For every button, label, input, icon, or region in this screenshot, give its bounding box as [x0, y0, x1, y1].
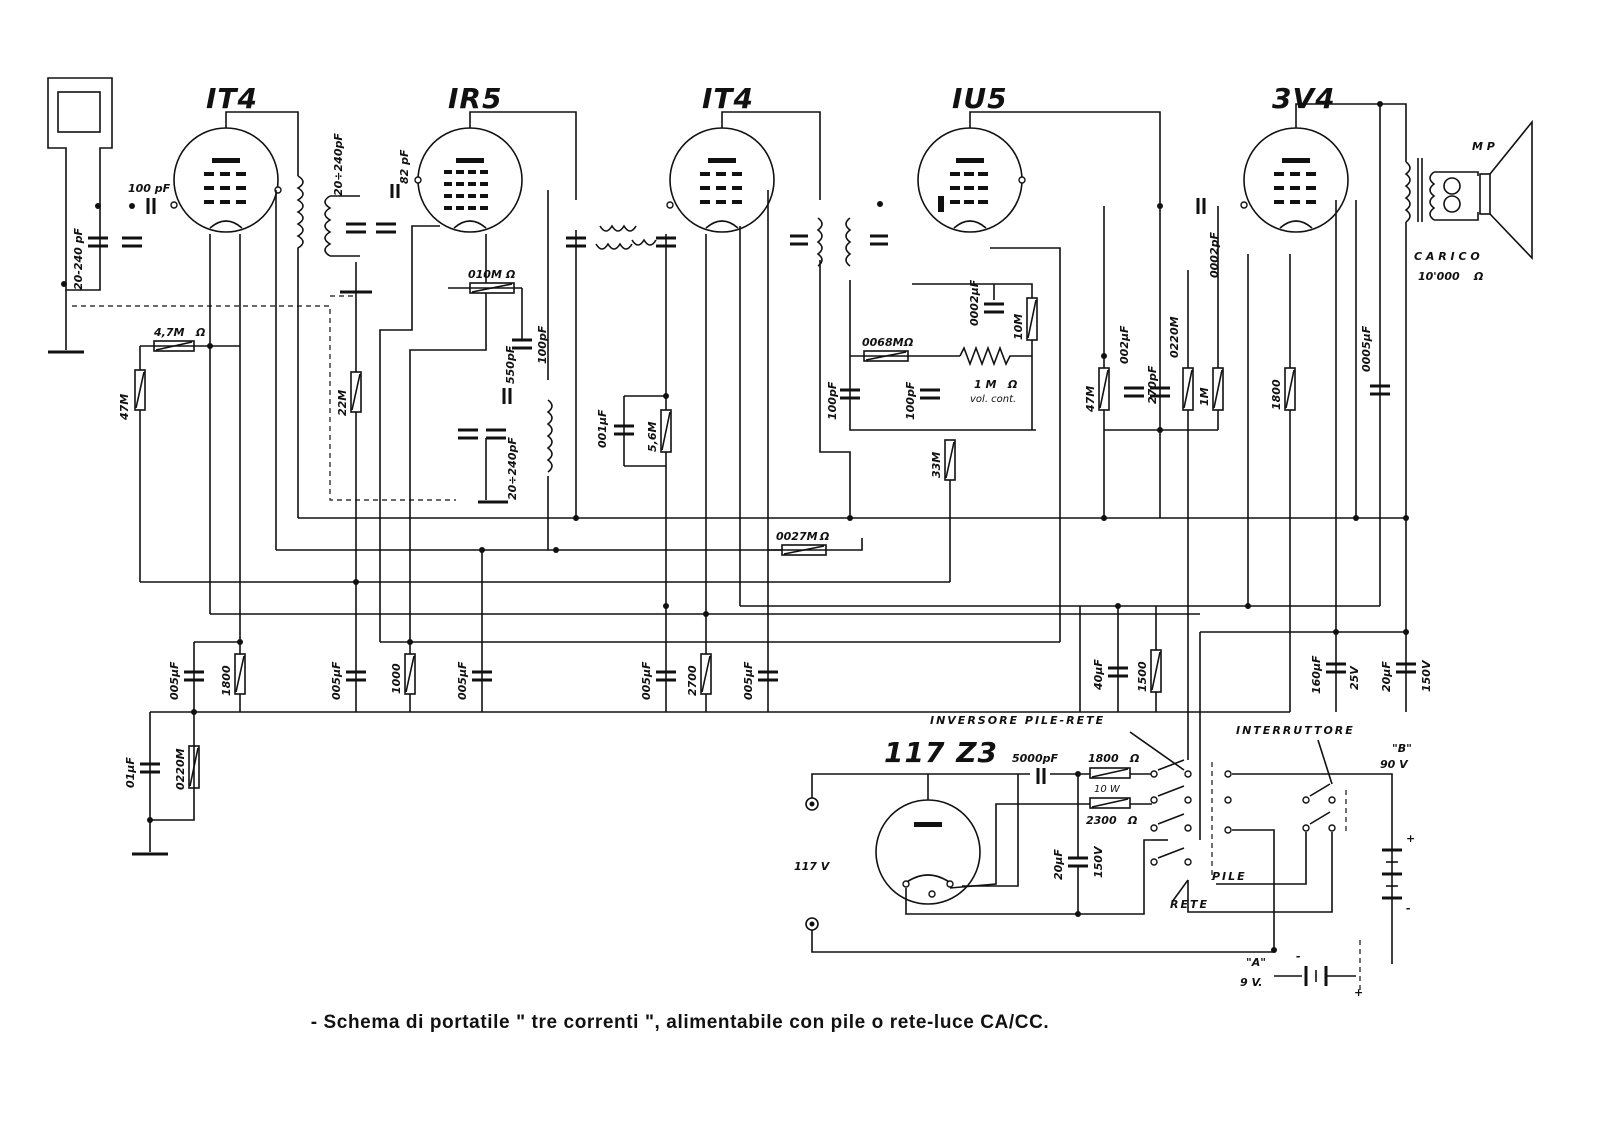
- label-r-0220m-b: 0220M: [174, 748, 187, 790]
- svg-text:+: +: [1354, 986, 1364, 999]
- res-0220m: [1183, 368, 1193, 410]
- cap-002uf: [1124, 388, 1144, 396]
- cap-0002pf-coupling: [1198, 198, 1204, 214]
- tube-117Z3-rectifier: [876, 774, 980, 904]
- label-c-005-5: 005µF: [742, 661, 755, 700]
- label-c-82pf: 82 pF: [398, 149, 411, 184]
- rete-label: RETE: [1170, 898, 1210, 911]
- pile-label: PILE: [1212, 870, 1247, 883]
- junction-dots: [61, 101, 1409, 953]
- cap-20uf-rect: [1068, 858, 1088, 866]
- label-pot-vol: vol. cont.: [970, 394, 1017, 405]
- label-c-5000pf: 5000pF: [1012, 752, 1059, 765]
- label-r-1800-a: 1800: [1270, 379, 1283, 410]
- label-v-25: 25V: [1348, 666, 1361, 690]
- label-c-002: 002µF: [1118, 325, 1131, 364]
- loop-antenna: [48, 78, 112, 352]
- cap-100pf-det-b: [920, 390, 940, 398]
- label-r-1800-c: 1800: [1088, 752, 1119, 765]
- label-r-10m: 10M: [1012, 313, 1025, 340]
- resistors: [132, 283, 1295, 854]
- rectifier-label: 117 Z3: [884, 736, 998, 769]
- capacitors: [88, 184, 1416, 866]
- coil-if-transformer-1: [596, 226, 656, 249]
- svg-text:Ω: Ω: [1128, 814, 1138, 827]
- label-c-550pf: 550pF: [504, 345, 517, 384]
- label-r-2300: 2300: [1086, 814, 1117, 827]
- label-c-270: 270pF: [1146, 365, 1159, 404]
- plate-wiring: [226, 104, 1406, 300]
- label-r-0027m: 0027M: [776, 530, 818, 543]
- inversore-label: INVERSORE PILE-RETE: [930, 714, 1106, 727]
- cap-if2-secondary: [870, 236, 888, 244]
- label-c-20-b: 20µF: [1052, 849, 1065, 880]
- svg-text:+: +: [1406, 832, 1416, 845]
- tube-2-label: IR5: [448, 82, 503, 115]
- res-56m: [661, 410, 671, 452]
- res-22m: [351, 372, 361, 412]
- label-r-33m: 33M: [930, 451, 943, 478]
- label-c-100pf-4: 100pF: [904, 381, 917, 420]
- switch-labels: [930, 714, 1412, 989]
- coil-antenna-transformer: [298, 176, 303, 290]
- res-2700: [701, 654, 711, 694]
- label-c-100pf-2: 100pF: [536, 325, 549, 364]
- battery-A: [1274, 940, 1363, 999]
- label-c-20-a: 20µF: [1380, 661, 1393, 692]
- res-1000: [405, 654, 415, 694]
- interruttore-switch: [1188, 740, 1392, 964]
- res-47m-v: [135, 370, 145, 410]
- label-r-47m-c: 47M: [1084, 385, 1097, 412]
- ohm-symbol-load: Ω: [1474, 270, 1484, 283]
- svg-text:Ω: Ω: [820, 530, 830, 543]
- tube-1R5-converter: [415, 128, 522, 232]
- cap-osc-trim-b: [486, 430, 506, 438]
- output-transformer: [1406, 158, 1434, 222]
- label-c-01: 01µF: [124, 757, 137, 788]
- speaker-label: M P: [1472, 140, 1495, 153]
- coil-if-transformer-2: [818, 218, 850, 266]
- label-c-ant: 20-240 pF: [72, 227, 85, 290]
- label-c-40: 40µF: [1092, 659, 1105, 690]
- res-33m: [945, 440, 955, 480]
- load-label-2: 10'000: [1418, 270, 1460, 283]
- cap-0002uf: [984, 304, 1004, 312]
- cap-82pf-b: [392, 184, 398, 198]
- b-battery-volts: 90 V: [1380, 758, 1408, 771]
- a-battery-volts: 9 V.: [1240, 976, 1263, 989]
- vertical-wiring: [140, 190, 1406, 840]
- res-10m: [1027, 298, 1037, 340]
- interruttore-label: INTERRUTTORE: [1236, 724, 1355, 737]
- cap-osc-trim-a: [458, 430, 478, 438]
- label-c-005-4: 005µF: [640, 661, 653, 700]
- label-v-117: 117 V: [794, 860, 830, 873]
- label-c-005-3: 005µF: [456, 661, 469, 700]
- res-47m-audio: [1099, 368, 1109, 410]
- cap-osc-tuning: [346, 224, 366, 232]
- load-label-1: C A R I C O: [1414, 250, 1480, 263]
- a-battery-label: "A": [1246, 956, 1266, 969]
- label-c-0002pf: 0002pF: [1208, 231, 1221, 278]
- svg-text:-: -: [1406, 902, 1411, 915]
- svg-text:Ω: Ω: [1130, 752, 1140, 765]
- svg-text:Ω: Ω: [506, 268, 516, 281]
- label-pot-1m: 1 M: [974, 378, 997, 391]
- label-v-150-b: 150V: [1092, 846, 1105, 878]
- pot-1m-volume: [960, 348, 1032, 364]
- label-c-0002: 0002µF: [968, 279, 981, 326]
- cap-100pf-input: [148, 198, 154, 214]
- label-v-150-a: 150V: [1420, 660, 1433, 692]
- tube-5-label: 3V4: [1272, 82, 1336, 115]
- res-1500: [1151, 650, 1161, 692]
- tube-1-label: IT4: [206, 82, 258, 115]
- svg-text:Ω: Ω: [196, 326, 206, 339]
- cap-antenna-2: [122, 238, 142, 246]
- label-c-005-2: 005µF: [330, 661, 343, 700]
- cap-550pf: [504, 388, 510, 404]
- res-1800-rect: [1090, 768, 1130, 778]
- label-c-osc-1: 20÷240pF: [332, 133, 345, 196]
- b-battery-label: "B": [1392, 742, 1412, 755]
- label-r-1800-b: 1800: [220, 665, 233, 696]
- res-1800-filament: [235, 654, 245, 694]
- battery-B: [1382, 832, 1415, 915]
- ground-symbols: [340, 262, 508, 502]
- label-r-0220m: 0220M: [1168, 316, 1181, 358]
- label-r-1000: 1000: [390, 663, 403, 694]
- svg-text:Ω: Ω: [904, 336, 914, 349]
- tube-1T4-if: [667, 128, 774, 232]
- tube-3V4-output: [1241, 128, 1348, 232]
- figure-caption: - Schema di portatile " tre correnti ", alimentabile con pile o rete-luce CA/CC.: [310, 1012, 1050, 1033]
- tube-3-label: IT4: [702, 82, 754, 115]
- label-r-010m: 010M: [468, 268, 502, 281]
- svg-text:Ω: Ω: [1008, 378, 1018, 391]
- label-c-005-1: 005µF: [168, 661, 181, 700]
- coil-oscillator-2: [548, 400, 552, 472]
- label-c-100pf-3: 100pF: [826, 381, 839, 420]
- tube-1T4-rf: [171, 128, 281, 232]
- label-r-22m: 22M: [336, 389, 349, 416]
- res-1800-bias: [1285, 368, 1295, 410]
- label-c-0005: 0005µF: [1360, 325, 1373, 372]
- label-r-1500: 1500: [1136, 661, 1149, 692]
- label-r-47m-b: 47M: [118, 393, 131, 420]
- cap-if2-primary: [790, 236, 808, 244]
- mains-wiring: [806, 774, 1274, 952]
- tube-1U5-detector: [918, 128, 1025, 232]
- label-r-1m: 1M: [1198, 387, 1211, 406]
- res-1m: [1213, 368, 1223, 410]
- label-r-47m-a: 4,7M: [154, 326, 185, 339]
- label-c-001: 001µF: [596, 409, 609, 448]
- res-2300-rect: [1090, 798, 1130, 808]
- cap-antenna-trimmer: [88, 238, 108, 246]
- label-r-0068m: 0068M: [862, 336, 904, 349]
- label-w-10: 10 W: [1094, 784, 1120, 795]
- cap-5000pf: [1038, 768, 1044, 784]
- label-c-160: 160µF: [1310, 655, 1323, 694]
- svg-text:-: -: [1296, 950, 1301, 963]
- cap-82pf-a: [376, 224, 396, 232]
- tube-4-label: IU5: [952, 82, 1008, 115]
- label-c-100pf-1: 100 pF: [128, 182, 171, 195]
- coil-oscillator-1: [325, 196, 360, 256]
- label-r-56m: 5,6M: [646, 421, 659, 452]
- label-r-2700: 2700: [686, 665, 699, 696]
- label-c-20-240: 20÷240pF: [506, 437, 519, 500]
